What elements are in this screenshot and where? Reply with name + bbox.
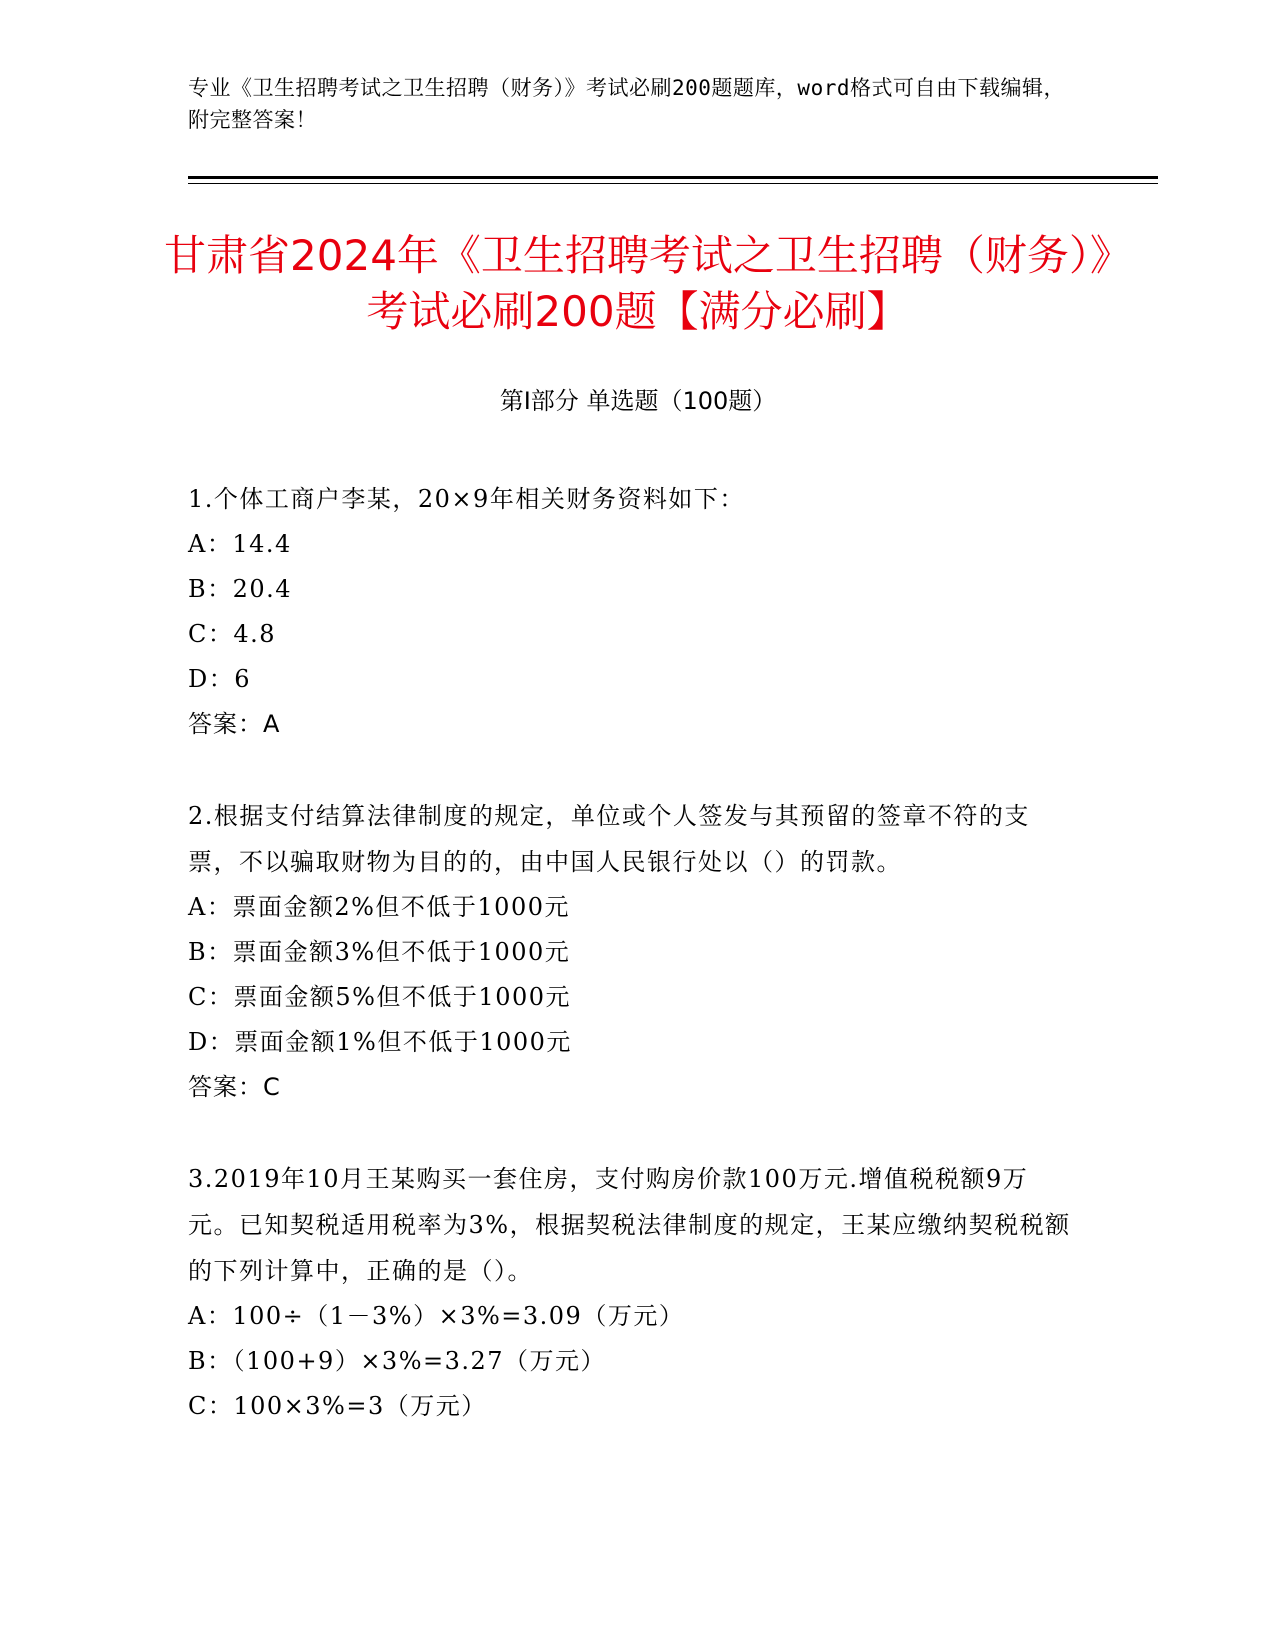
document-title: 甘肃省2024年《卫生招聘考试之卫生招聘（财务）》考试必刷200题【满分必刷】 [164,231,1111,336]
answer: 答案：C [188,1073,281,1101]
question-1 [188,476,1078,747]
question-list [188,476,1078,1475]
option-d: D：票面金额1%但不低于1000元 [188,1028,572,1056]
question-2 [188,793,1078,1110]
header-note: 专业《卫生招聘考试之卫生招聘（财务）》考试必刷200题题库，word格式可自由下载编辑，附完整答案！ [188,76,1065,132]
question-3 [188,1156,1078,1429]
option-b: B：20.4 [188,575,293,603]
question-stem: 2.根据支付结算法律制度的规定，单位或个人签发与其预留的签章不符的支票，不以骗取财物为目的的，由中国人民银行处以（）的罚款。 [188,802,1030,876]
option-c: C：4.8 [188,620,277,648]
option-d: D：6 [188,665,252,693]
header-rule-thin [188,183,1158,184]
option-a: A：100÷（1－3%）×3%=3.09（万元） [188,1302,685,1330]
question-stem: 1.个体工商户李某，20×9年相关财务资料如下： [188,485,745,513]
option-a: A：票面金额2%但不低于1000元 [188,893,570,921]
option-a: A：14.4 [188,530,292,558]
section-title: 第Ⅰ部分 单选题（100题） [499,387,777,415]
option-c: C：票面金额5%但不低于1000元 [188,983,572,1011]
header-rule-thick [188,176,1158,179]
question-stem: 3.2019年10月王某购买一套住房，支付购房价款100万元.增值税税额9万元。已知契税适用税率为3%，根据契税法律制度的规定，王某应缴纳契税税额的下列计算中，正确的是（）。 [188,1165,1071,1285]
answer: 答案：A [188,710,281,738]
option-b: B：（100+9）×3%=3.27（万元） [188,1347,607,1375]
option-c: C：100×3%=3（万元） [188,1392,487,1420]
option-b: B：票面金额3%但不低于1000元 [188,938,571,966]
